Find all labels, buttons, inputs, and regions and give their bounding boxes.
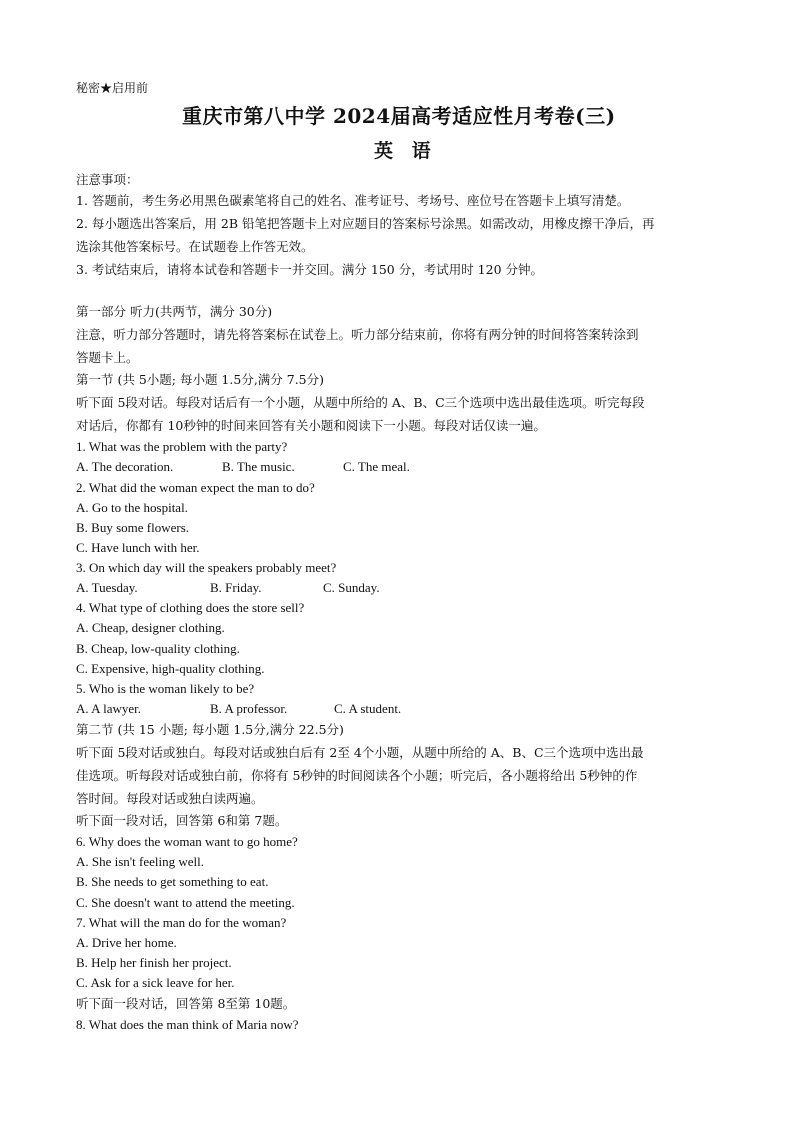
part1-heading: 第一部分 听力(共两节，满分 30分) xyxy=(76,304,273,319)
question-8-stem: 8. What does the man think of Maria now? xyxy=(76,1017,299,1032)
section2-instructions-cont-2: 答时间。每段对话或独白读两遍。 xyxy=(76,791,264,806)
question-2-option-b: B. Buy some flowers. xyxy=(76,520,190,535)
option-c: C. The meal. xyxy=(343,459,410,474)
question-6-stem: 6. Why does the woman want to go home? xyxy=(76,834,298,849)
notice-item-3: 3. 考试结束后，请将本试卷和答题卡一并交回。满分 150 分，考试用时 120 分钟。 xyxy=(76,262,544,277)
part1-note-cont: 答题卡上。 xyxy=(76,350,139,365)
question-5-stem: 5. Who is the woman likely to be? xyxy=(76,681,255,696)
question-3-stem: 3. On which day will the speakers probably meet? xyxy=(76,560,337,575)
dialog-8-10-intro: 听下面一段对话，回答第 8至第 10题。 xyxy=(76,996,296,1011)
option-b: B. A professor. xyxy=(210,701,288,716)
question-7-stem: 7. What will the man do for the woman? xyxy=(76,915,287,930)
notice-item-1: 1. 答题前，考生务必用黑色碳素笔将自己的姓名、准考证号、考场号、座位号在答题卡上填写清楚。 xyxy=(76,193,630,208)
section1-heading: 第一节 (共 5小题; 每小题 1.5分,满分 7.5分) xyxy=(76,372,325,387)
option-c: C. Sunday. xyxy=(323,580,380,595)
section1-instructions: 听下面 5段对话。每段对话后有一个小题，从题中所给的 A、B、C三个选项中选出最佳选项。听完每段 xyxy=(76,395,645,410)
question-2-option-a: A. Go to the hospital. xyxy=(76,500,188,515)
question-7-option-b: B. Help her finish her project. xyxy=(76,955,232,970)
section1-instructions-cont: 对话后，你都有 10秒钟的时间来回答有关小题和阅读下一小题。每段对话仅读一遍。 xyxy=(76,418,546,433)
exam-title: 重庆市第八中学 2024届高考适应性月考卷(三) xyxy=(182,104,616,128)
section2-instructions-cont-1: 佳选项。听每段对话或独白前，你将有 5秒钟的时间阅读各个小题；听完后，各小题将给出 5秒钟的作 xyxy=(76,768,638,783)
option-a: A. Tuesday. xyxy=(76,580,138,595)
part1-note: 注意，听力部分答题时，请先将答案标在试卷上。听力部分结束前，你将有两分钟的时间将答案转涂到 xyxy=(76,327,639,342)
notice-item-2-cont: 选涂其他答案标号。在试题卷上作答无效。 xyxy=(76,239,314,254)
section2-instructions: 听下面 5段对话或独白。每段对话或独白后有 2至 4个小题，从题中所给的 A、B、C三个选项中选出最 xyxy=(76,745,644,760)
question-2-option-c: C. Have lunch with her. xyxy=(76,540,200,555)
question-4-option-c: C. Expensive, high-quality clothing. xyxy=(76,661,265,676)
question-2-stem: 2. What did the woman expect the man to do? xyxy=(76,480,315,495)
option-b: B. Friday. xyxy=(210,580,262,595)
option-c: C. A student. xyxy=(334,701,402,716)
question-6-option-c: C. She doesn't want to attend the meeting. xyxy=(76,895,295,910)
question-6-option-b: B. She needs to get something to eat. xyxy=(76,874,269,889)
subject-title: 英 语 xyxy=(374,140,437,162)
option-a: A. The decoration. xyxy=(76,459,174,474)
option-a: A. A lawyer. xyxy=(76,701,141,716)
question-7-option-a: A. Drive her home. xyxy=(76,935,177,950)
notice-item-2: 2. 每小题选出答案后，用 2B 铅笔把答题卡上对应题目的答案标号涂黑。如需改动，用橡皮擦干净后，再 xyxy=(76,216,655,231)
question-6-option-a: A. She isn't feeling well. xyxy=(76,854,204,869)
question-4-option-a: A. Cheap, designer clothing. xyxy=(76,620,225,635)
option-b: B. The music. xyxy=(222,459,295,474)
question-4-option-b: B. Cheap, low-quality clothing. xyxy=(76,641,240,656)
dialog-6-7-intro: 听下面一段对话，回答第 6和第 7题。 xyxy=(76,813,288,828)
section2-heading: 第二节 (共 15 小题; 每小题 1.5分,满分 22.5分) xyxy=(76,722,344,737)
notice-heading: 注意事项： xyxy=(76,172,139,187)
question-1-stem: 1. What was the problem with the party? xyxy=(76,439,288,454)
question-7-option-c: C. Ask for a sick leave for her. xyxy=(76,975,235,990)
question-4-stem: 4. What type of clothing does the store sell? xyxy=(76,600,305,615)
confidential-tag: 秘密★启用前 xyxy=(76,81,149,95)
